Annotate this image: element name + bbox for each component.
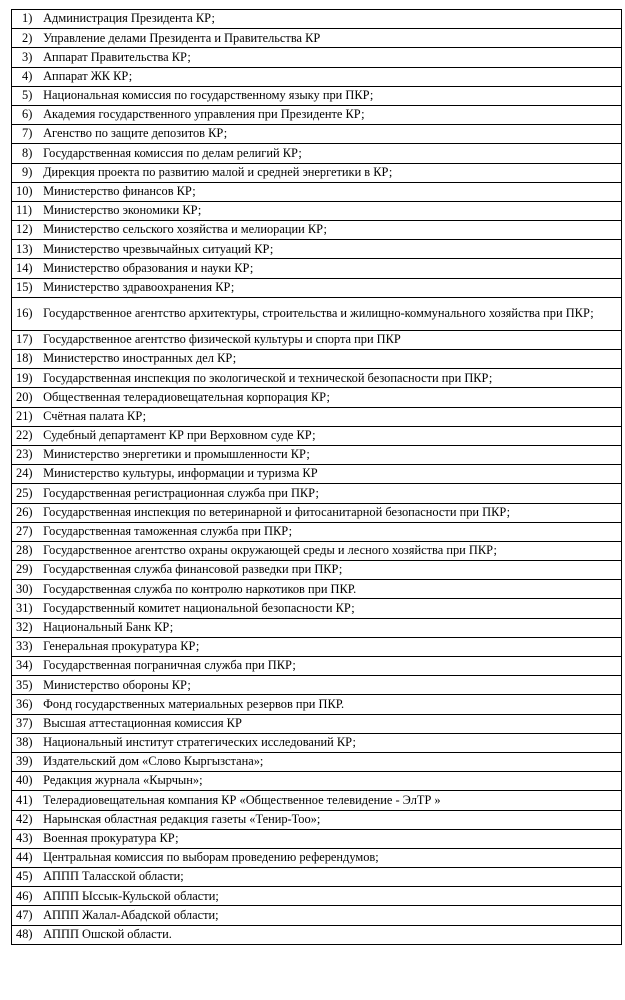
table-cell	[12, 426, 622, 445]
table-row	[12, 810, 622, 829]
table-row	[12, 259, 622, 278]
table-row	[12, 657, 622, 676]
row-number: 31)	[16, 600, 33, 615]
organization-name: Редакция журнала «Кырчын»;	[43, 773, 203, 788]
organization-name: Аппарат ЖК КР;	[43, 68, 133, 83]
table-row	[12, 330, 622, 349]
organization-name: Министерство чрезвычайных ситуаций КР;	[43, 241, 274, 256]
table-cell	[12, 240, 622, 259]
table-cell	[12, 125, 622, 144]
table-cell	[12, 714, 622, 733]
organization-name: АППП Ыссык-Кульской области;	[43, 888, 219, 903]
row-number: 39)	[16, 754, 33, 769]
table-row	[12, 733, 622, 752]
table-cell	[12, 221, 622, 240]
table-row	[12, 201, 622, 220]
table-row	[12, 369, 622, 388]
row-number: 29)	[16, 562, 33, 577]
row-number: 23)	[16, 447, 33, 462]
table-row	[12, 105, 622, 124]
row-number: 32)	[16, 619, 33, 634]
table-cell	[12, 144, 622, 163]
organization-name: Министерство энергетики и промышленности КР;	[43, 447, 310, 462]
row-number: 18)	[16, 351, 33, 366]
table-cell	[12, 676, 622, 695]
organization-name: Нарынская областная редакция газеты «Тенир-Тоо»;	[43, 811, 321, 826]
table-row	[12, 522, 622, 541]
row-number: 17)	[16, 332, 33, 347]
table-cell	[12, 388, 622, 407]
table-row	[12, 848, 622, 867]
table-row	[12, 772, 622, 791]
organization-name: Дирекция проекта по развитию малой и средней энергетики в КР;	[43, 164, 393, 179]
table-cell	[12, 810, 622, 829]
table-cell	[12, 733, 622, 752]
row-number: 10)	[16, 184, 33, 199]
table-row	[12, 752, 622, 771]
table-cell	[12, 48, 622, 67]
table-row	[12, 350, 622, 369]
organization-name: Национальный институт стратегических исследований КР;	[43, 735, 356, 750]
row-number: 38)	[16, 735, 33, 750]
row-number: 21)	[16, 408, 33, 423]
organization-name: Министерство экономики КР;	[43, 203, 202, 218]
organization-name: Государственная служба по контролю наркотиков при ПКР.	[43, 581, 357, 596]
table-cell	[12, 868, 622, 887]
table-cell	[12, 67, 622, 86]
table-row	[12, 829, 622, 848]
row-number: 7)	[22, 126, 33, 141]
row-number: 42)	[16, 811, 33, 826]
row-number: 13)	[16, 241, 33, 256]
row-number: 46)	[16, 888, 33, 903]
table-row	[12, 906, 622, 925]
row-number: 1)	[22, 11, 33, 26]
table-cell	[12, 350, 622, 369]
table-cell	[12, 752, 622, 771]
row-number: 4)	[22, 68, 33, 83]
table-row	[12, 599, 622, 618]
row-number: 33)	[16, 639, 33, 654]
row-number: 45)	[16, 869, 33, 884]
table-row	[12, 86, 622, 105]
row-number: 6)	[22, 107, 33, 122]
table-cell	[12, 105, 622, 124]
table-row	[12, 125, 622, 144]
table-row	[12, 465, 622, 484]
row-number: 30)	[16, 581, 33, 596]
table-row	[12, 503, 622, 522]
organization-name: Судебный департамент КР при Верховном суде КР;	[43, 428, 316, 443]
table-cell	[12, 695, 622, 714]
organization-name: Министерство культуры, информации и туризма КР	[43, 466, 318, 481]
row-number: 11)	[16, 203, 33, 218]
table-row	[12, 10, 622, 29]
table-row	[12, 637, 622, 656]
organization-name: Государственное агентство физической культуры и спорта при ПКР	[43, 332, 401, 347]
table-cell	[12, 829, 622, 848]
table-cell	[12, 163, 622, 182]
table-cell	[12, 369, 622, 388]
table-cell	[12, 887, 622, 906]
table-row	[12, 297, 622, 330]
table-cell	[12, 297, 622, 330]
organizations-table-body	[12, 10, 622, 945]
organization-name: АППП Жалал-Абадской области;	[43, 907, 219, 922]
organization-name: Государственная служба финансовой разведки при ПКР;	[43, 562, 343, 577]
row-number: 22)	[16, 428, 33, 443]
row-number: 3)	[22, 49, 33, 64]
table-row	[12, 925, 622, 944]
table-cell	[12, 503, 622, 522]
row-number: 40)	[16, 773, 33, 788]
table-cell	[12, 522, 622, 541]
table-cell	[12, 484, 622, 503]
table-cell	[12, 29, 622, 48]
organization-name: Государственная пограничная служба при ПКР;	[43, 658, 296, 673]
table-cell	[12, 445, 622, 464]
row-number: 36)	[16, 696, 33, 711]
table-cell	[12, 791, 622, 810]
organization-name: Издательский дом «Слово Кыргызстана»;	[43, 754, 264, 769]
organization-name: Управление делами Президента и Правительства КР	[43, 30, 321, 45]
row-number: 8)	[22, 145, 33, 160]
organization-name: Государственное агентство архитектуры, строительства и жилищно-коммунального хозяйства при ПКР;	[43, 306, 594, 321]
organization-name: Министерство финансов КР;	[43, 184, 196, 199]
table-cell	[12, 330, 622, 349]
organization-name: Государственная комиссия по делам религий КР;	[43, 145, 302, 160]
table-row	[12, 676, 622, 695]
table-row	[12, 29, 622, 48]
table-cell	[12, 561, 622, 580]
table-row	[12, 618, 622, 637]
table-row	[12, 868, 622, 887]
table-row	[12, 484, 622, 503]
organization-name: Фонд государственных материальных резервов при ПКР.	[43, 696, 345, 711]
table-cell	[12, 618, 622, 637]
row-number: 20)	[16, 389, 33, 404]
organization-name: Аппарат Правительства КР;	[43, 49, 191, 64]
table-cell	[12, 541, 622, 560]
organization-name: Национальный Банк КР;	[43, 619, 174, 634]
table-row	[12, 695, 622, 714]
organization-name: Министерство сельского хозяйства и мелиорации КР;	[43, 222, 327, 237]
row-number: 41)	[16, 792, 33, 807]
organization-name: Министерство обороны КР;	[43, 677, 191, 692]
organization-name: Центральная комиссия по выборам проведению референдумов;	[43, 850, 379, 865]
table-cell	[12, 201, 622, 220]
organization-name: Телерадиовещательная компания КР «Общественное телевидение - ЭлТР »	[43, 792, 441, 807]
table-cell	[12, 259, 622, 278]
row-number: 47)	[16, 907, 33, 922]
table-cell	[12, 465, 622, 484]
organization-name: Счётная палата КР;	[43, 408, 147, 423]
table-cell	[12, 10, 622, 29]
organization-name: Военная прокуратура КР;	[43, 831, 179, 846]
organization-name: Генеральная прокуратура КР;	[43, 639, 200, 654]
organization-name: Министерство здравоохранения КР;	[43, 279, 235, 294]
organization-name: Администрация Президента КР;	[43, 11, 215, 26]
row-number: 34)	[16, 658, 33, 673]
table-cell	[12, 278, 622, 297]
row-number: 2)	[22, 30, 33, 45]
organization-name: Министерство иностранных дел КР;	[43, 351, 237, 366]
organization-name: Государственная регистрационная служба при ПКР;	[43, 485, 319, 500]
organization-name: Государственная инспекция по экологической и технической безопасности при ПКР;	[43, 370, 493, 385]
table-row	[12, 144, 622, 163]
organization-name: АППП Таласской области;	[43, 869, 184, 884]
table-row	[12, 67, 622, 86]
table-cell	[12, 772, 622, 791]
row-number: 19)	[16, 370, 33, 385]
organization-name: Государственное агентство охраны окружающей среды и лесного хозяйства при ПКР;	[43, 543, 497, 558]
row-number: 25)	[16, 485, 33, 500]
row-number: 16)	[16, 306, 33, 321]
table-cell	[12, 599, 622, 618]
table-row	[12, 791, 622, 810]
table-row	[12, 388, 622, 407]
table-row	[12, 278, 622, 297]
table-row	[12, 221, 622, 240]
organization-name: Государственная инспекция по ветеринарной и фитосанитарной безопасности при ПКР;	[43, 504, 511, 519]
row-number: 9)	[22, 164, 33, 179]
organization-name: Академия государственного управления при Президенте КР;	[43, 107, 365, 122]
organization-name: АППП Ошской области.	[43, 926, 172, 941]
table-row	[12, 163, 622, 182]
row-number: 28)	[16, 543, 33, 558]
table-cell	[12, 182, 622, 201]
table-cell	[12, 86, 622, 105]
table-cell	[12, 637, 622, 656]
row-number: 26)	[16, 504, 33, 519]
organization-name: Агенство по защите депозитов КР;	[43, 126, 228, 141]
table-row	[12, 887, 622, 906]
organization-name: Высшая аттестационная комиссия КР	[43, 715, 242, 730]
organization-name: Государственная таможенная служба при ПКР;	[43, 524, 293, 539]
table-cell	[12, 657, 622, 676]
table-cell	[12, 580, 622, 599]
table-row	[12, 407, 622, 426]
table-cell	[12, 848, 622, 867]
row-number: 48)	[16, 926, 33, 941]
table-cell	[12, 925, 622, 944]
table-row	[12, 445, 622, 464]
row-number: 14)	[16, 260, 33, 275]
table-row	[12, 426, 622, 445]
table-row	[12, 714, 622, 733]
organizations-table	[11, 9, 622, 945]
organization-name: Национальная комиссия по государственному языку при ПКР;	[43, 88, 374, 103]
table-row	[12, 182, 622, 201]
table-cell	[12, 906, 622, 925]
table-cell	[12, 407, 622, 426]
table-row	[12, 580, 622, 599]
row-number: 12)	[16, 222, 33, 237]
row-number: 44)	[16, 850, 33, 865]
row-number: 5)	[22, 88, 33, 103]
table-row	[12, 240, 622, 259]
table-row	[12, 48, 622, 67]
table-row	[12, 561, 622, 580]
organization-name: Общественная телерадиовещательная корпорация КР;	[43, 389, 330, 404]
table-row	[12, 541, 622, 560]
organization-name: Министерство образования и науки КР;	[43, 260, 254, 275]
row-number: 27)	[16, 524, 33, 539]
row-number: 43)	[16, 831, 33, 846]
organization-name: Государственный комитет национальной безопасности КР;	[43, 600, 355, 615]
row-number: 35)	[16, 677, 33, 692]
row-number: 24)	[16, 466, 33, 481]
row-number: 15)	[16, 279, 33, 294]
row-number: 37)	[16, 715, 33, 730]
